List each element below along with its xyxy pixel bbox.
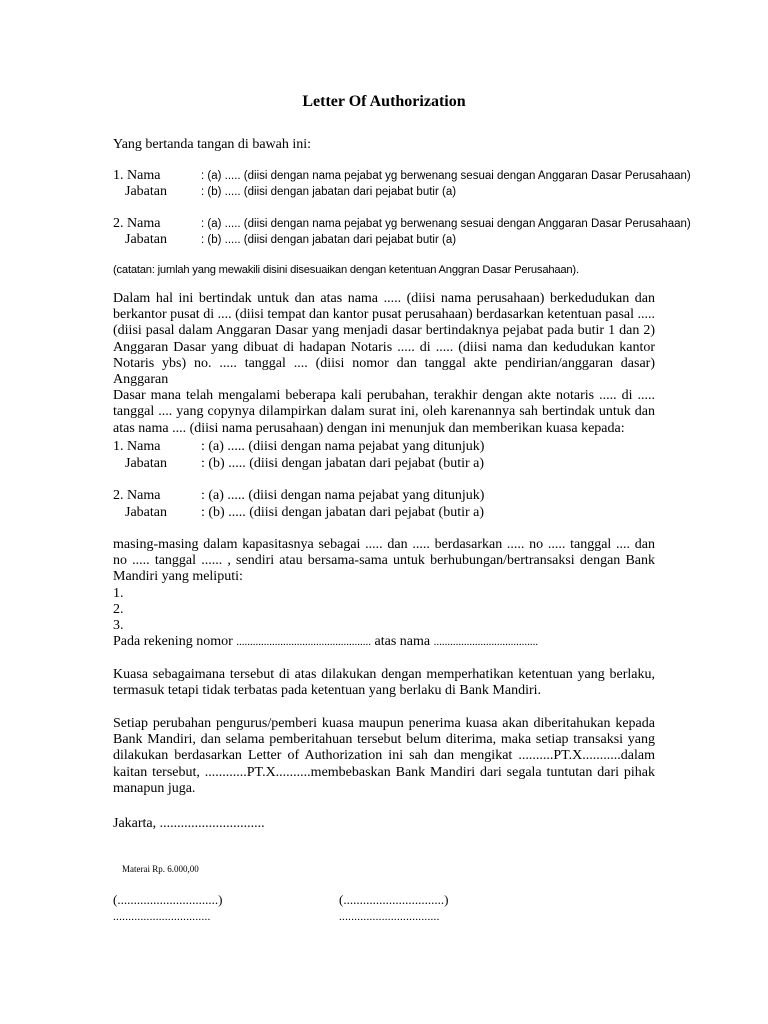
appointee-1-jabatan-text: : (b) ..... (diisi dengan jabatan dari pejabat (butir a) <box>201 456 485 471</box>
signer-1-nama-text: : (a) ..... (diisi dengan nama pejabat yg berwenang sesuai dengan Anggaran Dasar Perusahaan) <box>201 170 691 182</box>
signature-line-right: (...............................) <box>339 892 449 907</box>
appointee-1-nama-label: 1. Nama <box>113 439 161 454</box>
signer-1-jabatan-row <box>113 183 456 201</box>
rekening-line <box>113 634 655 650</box>
materai-stamp-label: Materai Rp. 6.000,00 <box>122 864 199 874</box>
appointee-1-jabatan-label: Jabatan <box>125 456 167 471</box>
paragraph-line: atas nama .... (diisi nama perusahaan) dengan ini menunjuk dan memberikan kuasa kepada: <box>113 420 625 436</box>
paragraph-perubahan <box>113 716 655 797</box>
appointee-2-jabatan-row <box>113 504 484 521</box>
signer-2-jabatan-label: Jabatan <box>125 232 167 247</box>
signer-1-nama-label: 1. Nama <box>113 168 161 183</box>
paragraph-line: manapun juga. <box>113 780 196 796</box>
signer-1-jabatan-text: : (b) ..... (diisi dengan jabatan dari pejabat butir (a) <box>201 186 457 198</box>
paragraph-line: Setiap perubahan pengurus/pemberi kuasa maupun penerima kuasa akan diberitahukan kepada <box>113 716 655 731</box>
rekening-nama-dots: ...................................... <box>433 636 539 649</box>
signer-2-jabatan-text: : (b) ..... (diisi dengan jabatan dari pejabat butir (a) <box>201 234 457 246</box>
appointee-2-nama-row <box>113 487 484 504</box>
signer-2-nama-text: : (a) ..... (diisi dengan nama pejabat yg berwenang sesuai dengan Anggaran Dasar Perusahaan) <box>201 218 691 230</box>
appointee-1-nama-row <box>113 438 484 455</box>
signature-name-right: ................................. <box>339 911 440 923</box>
list-item: 3. <box>113 618 124 634</box>
signer-2-nama-label: 2. Nama <box>113 216 161 231</box>
paragraph-line: masing-masing dalam kapasitasnya sebagai ..... dan ..... berdasarkan ..... no ..... tanggal .... dan <box>113 537 655 552</box>
paragraph-line: tanggal .... yang copynya dilampirkan dalam surat ini, oleh karenannya sah bertindak untuk dan <box>113 404 655 420</box>
paragraph-line: Dalam hal ini bertindak untuk dan atas nama ..... (diisi nama perusahaan) berkedudukan dan <box>113 291 655 306</box>
paragraph-line: Notaris ybs) no. ..... tanggal .... (diisi nomor dan tanggal akte pendirian/anggaran dasar) Anggaran <box>113 355 655 388</box>
paragraph-line: termasuk tetapi tidak terbatas pada ketentuan yang berlaku di Bank Mandiri. <box>113 683 542 699</box>
paragraph-line: Anggaran Dasar yang dibuat di hadapan Notaris ..... di ..... (diisi nama dan kedudukan kantor <box>113 339 655 355</box>
paragraph-line: kaitan tersebut, ............PT.X..........membebaskan Bank Mandiri dari segala tuntutan dari pihak <box>113 764 655 780</box>
paragraph-line: Mandiri yang meliputi: <box>113 569 243 585</box>
signer-1-jabatan-label: Jabatan <box>125 184 167 199</box>
page-title: Letter Of Authorization <box>302 93 466 110</box>
place-date: Jakarta, .............................. <box>113 816 265 831</box>
appointee-2-nama-text: : (a) ..... (diisi dengan nama pejabat yang ditunjuk) <box>201 488 485 503</box>
rekening-prefix: Pada rekening nomor <box>113 634 237 650</box>
list-item: 1. <box>113 585 124 601</box>
paragraph-kuasa <box>113 667 655 699</box>
intro-text: Yang bertanda tangan di bawah ini: <box>113 137 312 152</box>
appointee-1-jabatan-row <box>113 455 484 472</box>
paragraph-line: no ..... tanggal ...... , sendiri atau bersama-sama untuk berhubungan/bertransaksi dengan Bank <box>113 553 655 569</box>
rekening-middle: atas nama <box>371 634 434 650</box>
appointee-1-nama-text: : (a) ..... (diisi dengan nama pejabat yang ditunjuk) <box>201 439 485 454</box>
signature-line-left: (...............................) <box>113 892 223 907</box>
signature-name-left: ................................ <box>113 911 211 923</box>
paragraph-line: (diisi pasal dalam Anggaran Dasar yang menjadi dasar bertindaknya pejabat pada butir 1 dan 2) <box>113 323 655 339</box>
paragraph-authority <box>113 291 655 437</box>
signer-2-jabatan-row <box>113 231 456 249</box>
rekening-nomor-dots: ................................................. <box>236 636 371 649</box>
paragraph-line: dilakukan berdasarkan Letter of Authorization ini sah dan mengikat ..........PT.X...........dalam <box>113 748 655 764</box>
appointee-2-jabatan-label: Jabatan <box>125 505 167 520</box>
paragraph-line: Dasar mana telah mengalami beberapa kali perubahan, terakhir dengan akte notaris ..... di ..... <box>113 388 655 404</box>
catatan-note: (catatan: jumlah yang mewakili disini disesuaikan dengan ketentuan Anggran Dasar Perusahaan). <box>113 264 579 276</box>
paragraph-capacity <box>113 537 655 650</box>
paragraph-line: Kuasa sebagaimana tersebut di atas dilakukan dengan memperhatikan ketentuan yang berlaku, <box>113 667 655 682</box>
paragraph-line: Bank Mandiri, dan selama pemberitahuan tersebut belum diterima, maka setiap transaksi yang <box>113 732 655 748</box>
appointee-2-nama-label: 2. Nama <box>113 488 161 503</box>
list-item: 2. <box>113 601 124 617</box>
appointee-2-jabatan-text: : (b) ..... (diisi dengan jabatan dari pejabat (butir a) <box>201 505 485 520</box>
paragraph-line: berkantor pusat di .... (diisi tempat dan kantor pusat perusahaan) berdasarkan ketentuan pasal ..... <box>113 307 655 323</box>
